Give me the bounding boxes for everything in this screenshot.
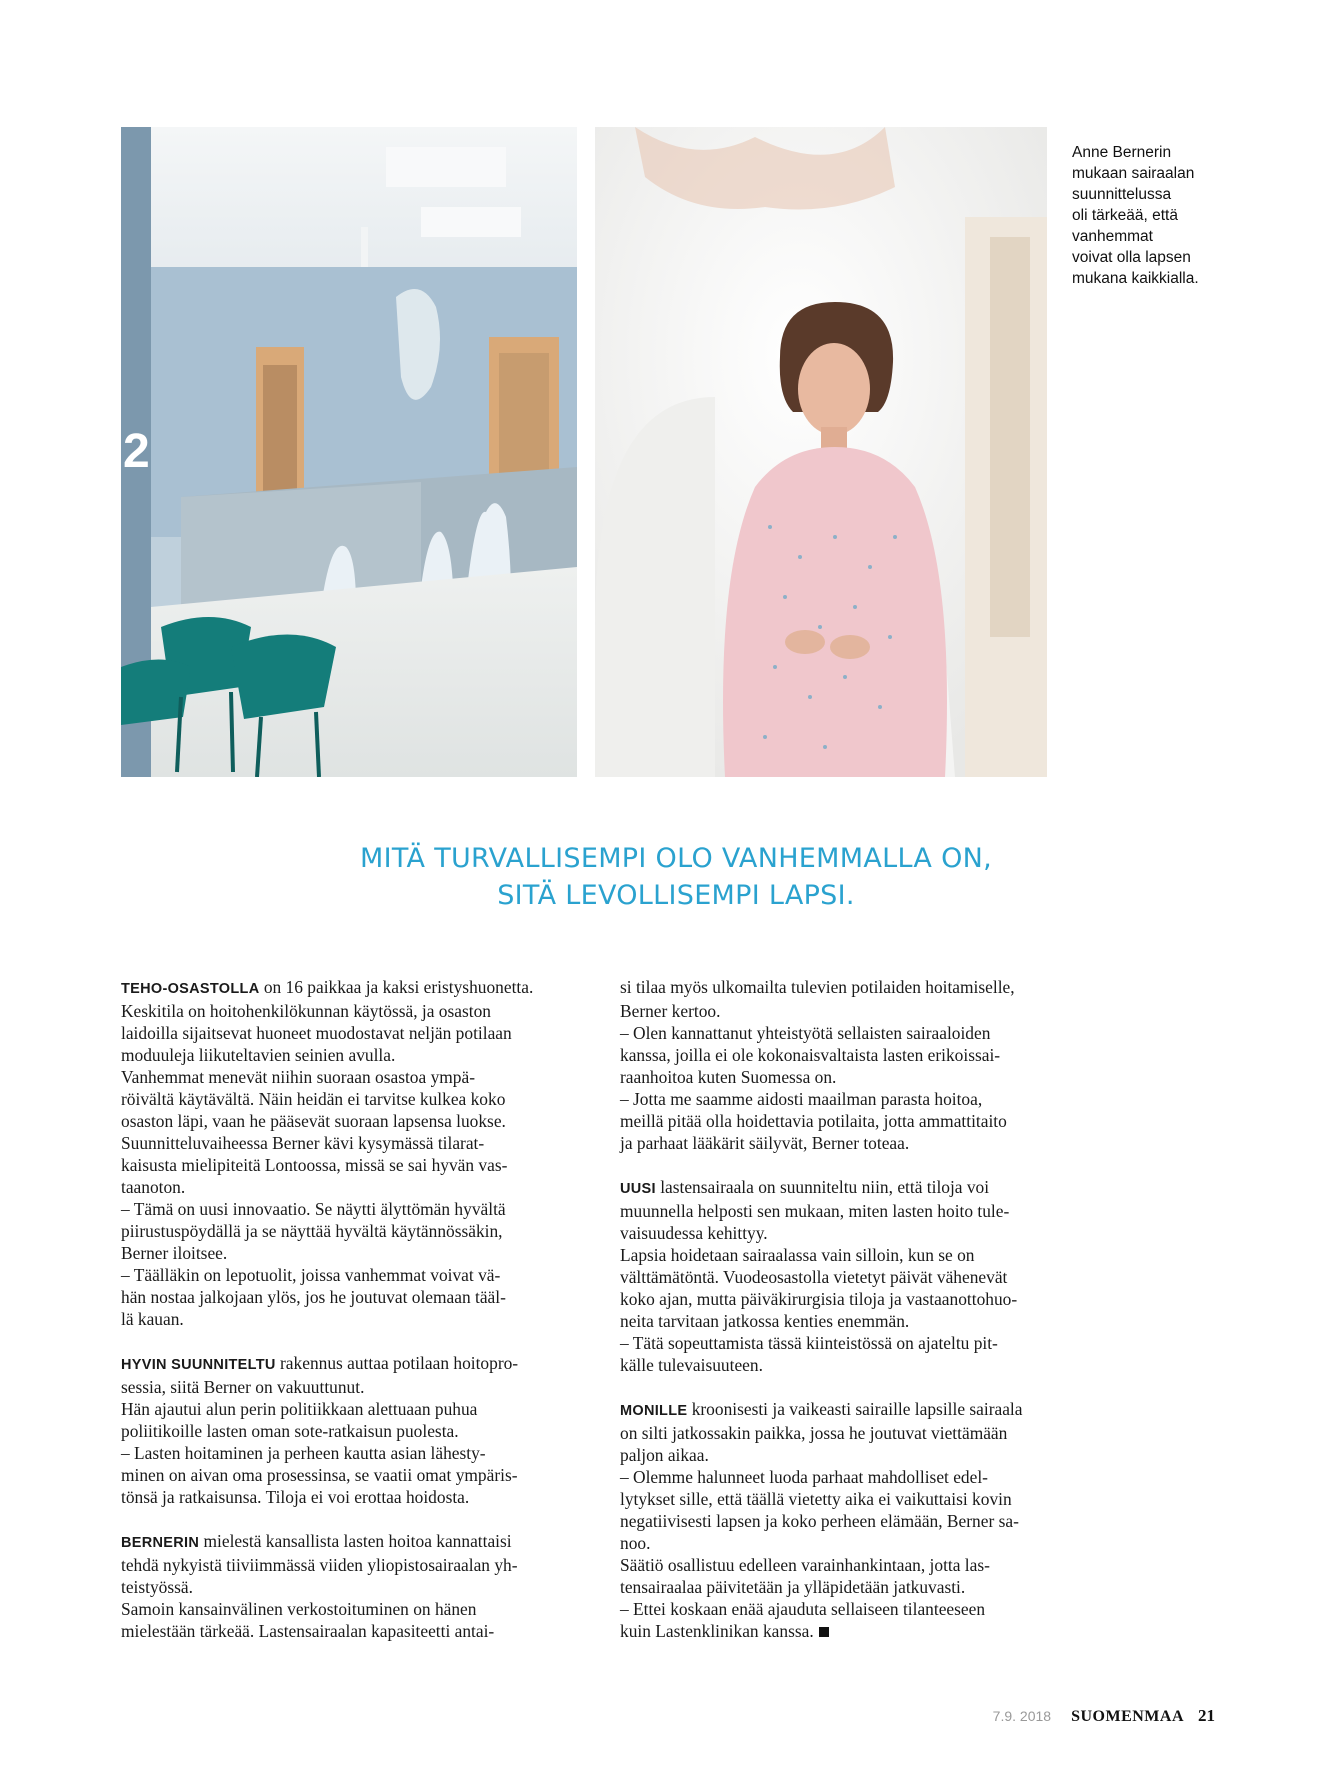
paragraph	[121, 1530, 571, 1642]
paragraph	[620, 1398, 1070, 1642]
pull-quote-line: SITÄ LEVOLLISEMPI LAPSI.	[497, 880, 855, 911]
floor-number: 2	[123, 425, 150, 478]
body-text: mielestä kansallista lasten hoitoa kannattaisi tehdä nykyistä tiiviimmässä viiden yliopistosairaalan yh- teistyössä. Samoin kansainvälinen verkostoituminen on hänen mielestään tärkeää. Lastensairaalan kapasiteetti antai-	[121, 1531, 518, 1641]
photo-caption: Anne Bernerin mukaan sairaalan suunnittelussa oli tärkeää, että vanhemmat voivat olla lapsen mukana kaikkialla.	[1072, 144, 1199, 287]
article-column-left	[121, 976, 571, 1642]
pull-quote	[121, 840, 1231, 914]
pull-quote-line: MITÄ TURVALLISEMPI OLO VANHEMMALLA ON,	[359, 843, 993, 874]
body-text: kroonisesti ja vaikeasti sairaille lapsille sairaala on silti jatkossakin paikka, jossa he joutuvat viettämään paljon aikaa. – Olemme halunneet luoda parhaat mahdolliset edel- lytykset sille, että täällä vietetty aika ei vaikuttaisi kovin negatiivisesti lapsen ja koko perheen elämään, Berner sa- noo. Säätiö osallistuu edelleen varainhankintaan, jotta las- tensairaalaa päivitetään ja ylläpidetään jatkuvasti. – Ettei koskaan enää ajauduta sellaiseen tilanteeseen kuin Lastenklinikan kanssa.	[620, 1399, 1023, 1641]
body-text: si tilaa myös ulkomailta tulevien potilaiden hoitamiselle, Berner kertoo. – Olen kannattanut yhteistyötä sellaisten sairaaloiden kanssa, joilla ei ole kokonaisvaltaista lasten erikoissai- raanhoitoa kuten Suomessa on. – Jotta me saamme aidosti maailman parasta hoitoa, meillä pitää olla hoidettavia potilaita, jotta ammattitaito ja parhaat lääkärit säilyvät, Berner toteaa.	[620, 977, 1015, 1153]
issue-date: 7.9. 2018	[992, 1708, 1052, 1724]
lead-in: HYVIN SUUNNITELTU	[121, 1357, 276, 1373]
lead-in: TEHO-OSASTOLLA	[121, 981, 260, 997]
body-text: rakennus auttaa potilaan hoitopro- sessia, siitä Berner on vakuuttunut. Hän ajautui alun perin politiikkaan alettuaan puhua poliitikoille lasten oman sote-ratkaisun puolesta. – Lasten hoitaminen ja perheen kautta asian lähesty- minen on aivan oma prosessinsa, se vaatii omat ympäris- tönsä ja ratkaisunsa. Tiloja ei voi erottaa hoidosta.	[121, 1353, 519, 1507]
body-text: on 16 paikkaa ja kaksi eristyshuonetta. Keskitila on hoitohenkilökunnan käytössä, ja osaston laidoilla sijaitsevat huoneet muodostavat neljän potilaan moduuleja liikuteltavien seinien avulla. Vanhemmat menevät niihin suoraan osastoa ympä- röivältä käytävältä. Näin heidän ei tarvitse kulkea koko osaston läpi, vaan he pääsevät suoraan lapsensa luokse. Suunnitteluvaiheessa Berner kävi kysymässä tilarat- kaisusta mielipiteitä Lontoossa, missä se sai hyvän vas- taanoton. – Tämä on uusi innovaatio. Se näytti älyttömän hyvältä piirustuspöydällä ja se näyttää hyvältä käytännössäkin, Berner iloitsee. – Täälläkin on lepotuolit, joissa vanhemmat voivat vä- hän nostaa jalkojaan ylös, jos he joutuvat olemaan tääl- lä kauan.	[121, 977, 534, 1329]
paragraph	[121, 976, 571, 1330]
end-mark	[819, 1627, 829, 1637]
hospital-ward-photo	[121, 127, 577, 777]
paragraph	[620, 976, 1070, 1154]
lead-in: UUSI	[620, 1181, 656, 1197]
magazine-name: SUOMENMAA	[1071, 1708, 1184, 1725]
paragraph	[121, 1352, 571, 1508]
lead-in: BERNERIN	[121, 1535, 200, 1551]
body-text: lastensairaala on suunniteltu niin, että tiloja voi muunnella helposti sen mukaan, miten lasten hoito tule- vaisuudessa kehittyy. Lapsia hoidetaan sairaalassa vain silloin, kun se on välttämätöntä. Vuodeosastolla vietetyt päivät vähenevät koko ajan, mutta päiväkirurgisia tiloja ja vastaanottohuo- neita tarvitaan jatkossa kenties enemmän. – Tätä sopeuttamista tässä kiinteistössä on ajateltu pit- källe tulevaisuuteen.	[620, 1177, 1018, 1375]
lead-in: MONILLE	[620, 1403, 688, 1419]
paragraph	[620, 1176, 1070, 1376]
article-column-right	[620, 976, 1070, 1642]
portrait-photo	[595, 127, 1047, 777]
page-footer	[993, 1706, 1215, 1726]
page-number: 21	[1198, 1706, 1215, 1725]
